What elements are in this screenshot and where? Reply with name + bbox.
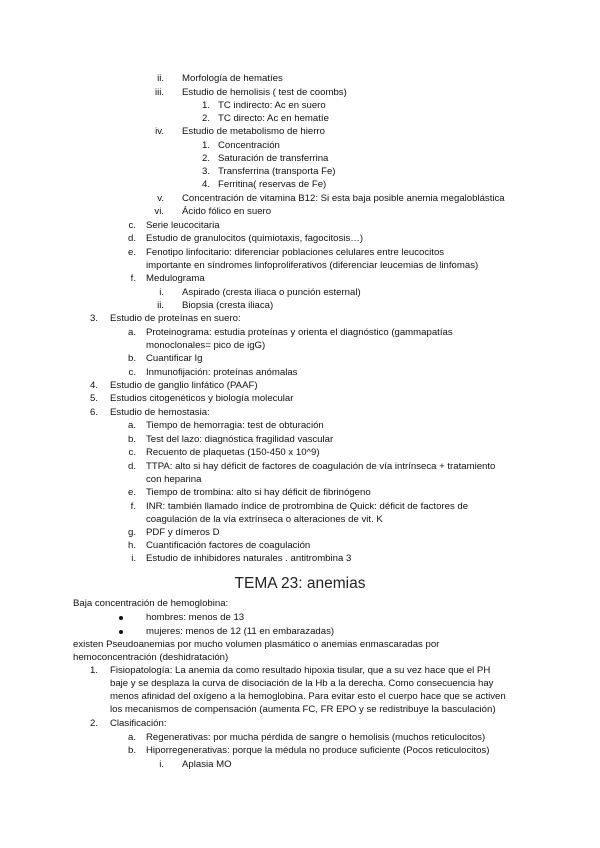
list-item-text: Test del lazo: diagnóstica fragilidad vascular bbox=[146, 434, 334, 445]
list-item-text: Tiempo de trombina: alto si hay déficit de fibrinógeno bbox=[146, 487, 371, 498]
list-item-continuation: los mecanismos de compensación (aumenta FC, FR EPO y se redistribuye la basculación) bbox=[110, 704, 496, 715]
list-marker: c. bbox=[128, 447, 136, 458]
list-marker: c. bbox=[128, 220, 136, 231]
list-item-text: Hiporregenerativas: porque la médula no produce suficiente (Pocos reticulocitos) bbox=[146, 745, 490, 756]
list-item-text: TTPA: alto si hay déficit de factores de coagulación de vía intrínseca + tratamiento bbox=[146, 461, 496, 472]
list-item-text: Medulograma bbox=[146, 273, 205, 284]
list-item-text: Estudio de granulocitos (quimiotaxis, fagocitosis…) bbox=[146, 233, 364, 244]
list-item-text: Aspirado (cresta iliaca o punción esternal) bbox=[182, 287, 361, 298]
list-item-text: Estudio de hemolisis ( test de coombs) bbox=[182, 87, 347, 98]
list-marker: e. bbox=[127, 487, 136, 498]
list-marker: a. bbox=[127, 327, 136, 338]
list-marker: ii. bbox=[157, 73, 164, 84]
bullet-item-text: mujeres: menos de 12 (11 en embarazadas) bbox=[146, 626, 335, 637]
list-marker: iii. bbox=[154, 87, 164, 98]
list-item-continuation: monoclonales= pico de igG) bbox=[146, 340, 266, 351]
list-item-text: Regenerativas: por mucha pérdida de sangre o hemolisis (muchos reticulocitos) bbox=[146, 732, 486, 743]
list-marker: 1. bbox=[201, 100, 210, 111]
list-item-text: Estudio de proteínas en suero: bbox=[110, 313, 241, 324]
paragraph-line: existen Pseudoanemias por mucho volumen plasmático o anemias enmascaradas por bbox=[73, 639, 440, 650]
list-marker: d. bbox=[127, 233, 136, 244]
list-marker: 2. bbox=[89, 718, 98, 729]
list-item-text: Recuento de plaquetas (150-450 x 10^9) bbox=[146, 447, 320, 458]
list-marker: iv. bbox=[155, 126, 164, 137]
list-item-text: Transferrina (transporta Fe) bbox=[218, 166, 336, 177]
list-item-text: Serie leucocitaria bbox=[146, 220, 220, 231]
intro-text: Baja concentración de hemoglobina: bbox=[73, 598, 229, 609]
list-item-text: Saturación de transferrina bbox=[218, 153, 329, 164]
list-item-text: Biopsia (cresta iliaca) bbox=[182, 300, 274, 311]
list-item-text: TC indirecto: Ac en suero bbox=[218, 100, 326, 111]
list-marker: 3. bbox=[201, 166, 210, 177]
list-item-continuation: coagulación de la vía extrínseca o alteraciones de vit. K bbox=[146, 514, 383, 525]
bullet-icon bbox=[119, 630, 123, 634]
list-item-continuation: importante en síndromes linfoproliferativos (diferenciar leucemias de linfomas) bbox=[146, 260, 479, 271]
list-item-text: Inmunofijación: proteínas anómalas bbox=[146, 367, 298, 378]
list-item-text: Estudio de hemostasia: bbox=[110, 407, 210, 418]
list-marker: 3. bbox=[89, 313, 98, 324]
list-item-text: Estudio de metabolismo de hierro bbox=[182, 126, 325, 137]
list-item-text: Ácido fólico en suero bbox=[182, 206, 272, 217]
list-marker: i. bbox=[159, 287, 164, 298]
list-marker: 1. bbox=[201, 140, 210, 151]
list-item-text: Estudios citogenéticos y biología molecular bbox=[110, 393, 294, 404]
list-marker: d. bbox=[127, 461, 136, 472]
list-item-text: Morfología de hematíes bbox=[182, 73, 283, 84]
list-marker: 2. bbox=[201, 113, 210, 124]
list-item-text: Estudio de inhibidores naturales . antitrombina 3 bbox=[146, 553, 352, 564]
bullet-item-text: hombres: menos de 13 bbox=[146, 612, 245, 623]
list-marker: a. bbox=[127, 732, 136, 743]
paragraph-line: hemoconcentración (deshidratación) bbox=[73, 652, 229, 663]
list-marker: b. bbox=[127, 353, 136, 364]
list-item-text: Concentración bbox=[218, 140, 280, 151]
section-heading: TEMA 23: anemias bbox=[234, 575, 366, 592]
list-marker: i. bbox=[159, 759, 164, 770]
list-item-text: Tiempo de hemorragia: test de obturación bbox=[146, 420, 324, 431]
list-marker: g. bbox=[127, 527, 136, 538]
list-marker: a. bbox=[127, 420, 136, 431]
list-marker: 1. bbox=[89, 665, 98, 676]
list-item-text: Clasificación: bbox=[110, 718, 167, 729]
list-item-text: Fisiopatología: La anemia da como resultado hipoxia tisular, que a su vez hace que el PH bbox=[110, 665, 491, 676]
list-item-text: Proteinograma: estudia proteínas y orienta el diagnóstico (gammapatías bbox=[146, 327, 453, 338]
list-marker: 4. bbox=[89, 380, 98, 391]
list-marker: e. bbox=[127, 247, 136, 258]
list-marker: f. bbox=[130, 273, 136, 284]
bullet-icon bbox=[119, 616, 123, 620]
list-marker: ii. bbox=[157, 300, 164, 311]
list-item-text: Concentración de vitamina B12: Si esta baja posible anemia megaloblástica bbox=[182, 193, 505, 204]
list-item-text: Cuantificar Ig bbox=[146, 353, 203, 364]
list-marker: 4. bbox=[201, 179, 210, 190]
list-item-text: Fenotipo linfocitario: diferenciar poblaciones celulares entre leucocitos bbox=[146, 247, 445, 258]
list-item-text: Ferritina( reservas de Fe) bbox=[218, 179, 327, 190]
list-item-text: Cuantificación factores de coagulación bbox=[146, 540, 311, 551]
list-marker: 2. bbox=[201, 153, 210, 164]
list-marker: f. bbox=[130, 501, 136, 512]
list-marker: 6. bbox=[89, 407, 98, 418]
list-item-text: Estudio de ganglio linfático (PAAF) bbox=[110, 380, 258, 391]
list-marker: 5. bbox=[89, 393, 98, 404]
list-marker: h. bbox=[127, 540, 136, 551]
list-item-continuation: menos afinidad del oxígeno a la hemoglobina. Para evitar esto el cuerpo hace que se activen bbox=[110, 691, 506, 702]
list-item-text: PDF y dímeros D bbox=[146, 527, 220, 538]
list-marker: i. bbox=[131, 553, 136, 564]
list-item-text: Aplasia MO bbox=[182, 759, 232, 770]
list-item-text: TC directo: Ac en hematíe bbox=[218, 113, 329, 124]
list-item-continuation: con heparina bbox=[146, 474, 202, 485]
list-marker: b. bbox=[127, 434, 136, 445]
list-marker: v. bbox=[157, 193, 164, 204]
list-item-continuation: baje y se desplaza la curva de disociación de la Hb a la derecha. Como consecuencia hay bbox=[110, 678, 494, 689]
list-item-text: INR: también llamado índice de protrombina de Quick: déficit de factores de bbox=[146, 501, 469, 512]
list-marker: b. bbox=[127, 745, 136, 756]
list-marker: vi. bbox=[154, 206, 164, 217]
list-marker: c. bbox=[128, 367, 136, 378]
